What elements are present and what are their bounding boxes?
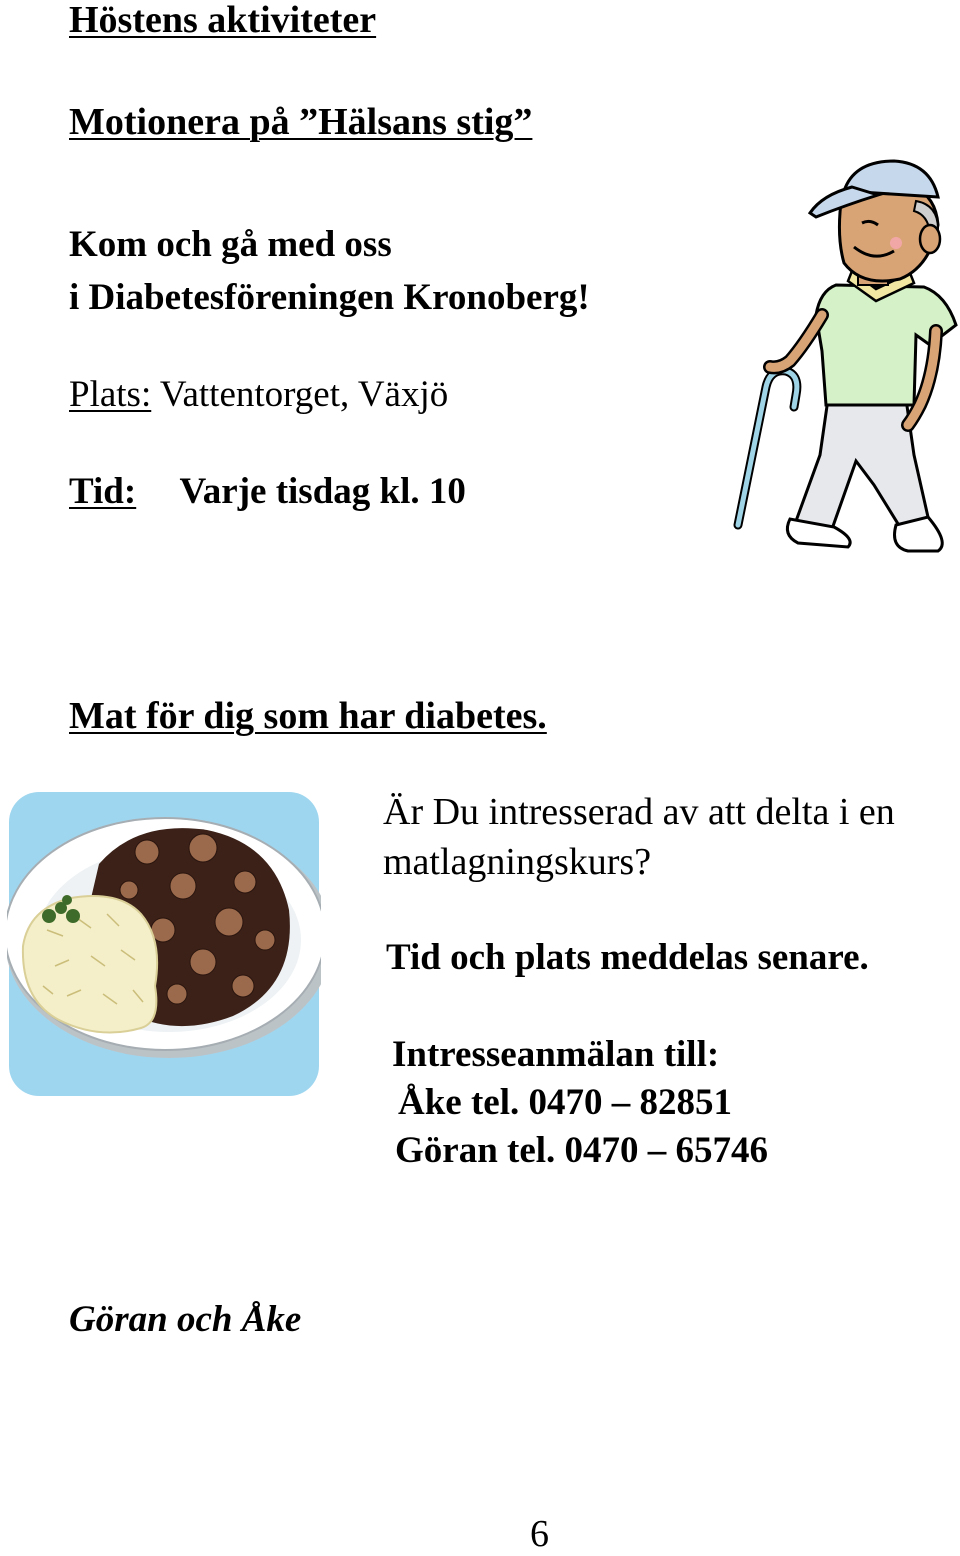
page-title: Höstens aktiviteter [69,0,377,41]
course-question-line-2: matlagningskurs? [383,841,652,883]
course-info: Tid och plats meddelas senare. [386,937,869,978]
time-label: Tid: [69,471,137,512]
food-heading: Mat för dig som har diabetes. [69,695,547,737]
page-number: 6 [530,1513,549,1555]
contact-ake: Åke tel. 0470 – 82851 [398,1082,732,1123]
walk-line-2: i Diabetesföreningen Kronoberg! [69,277,590,318]
walk-heading: Motionera på ”Hälsans stig” [69,101,533,143]
time-value: Varje tisdag kl. 10 [179,471,466,512]
food-plate-illustration [7,790,321,1098]
course-question-line-1: Är Du intresserad av att delta i en [383,791,895,833]
contact-goran: Göran tel. 0470 – 65746 [395,1130,769,1171]
place-value: Vattentorget, Växjö [159,374,449,415]
contact-heading: Intresseanmälan till: [392,1034,720,1075]
walk-line-1: Kom och gå med oss [69,224,392,265]
signature: Göran och Åke [69,1299,302,1340]
place-label: Plats: [69,374,152,415]
place-row [69,373,448,416]
time-row [69,470,466,513]
walking-man-illustration [724,155,960,565]
